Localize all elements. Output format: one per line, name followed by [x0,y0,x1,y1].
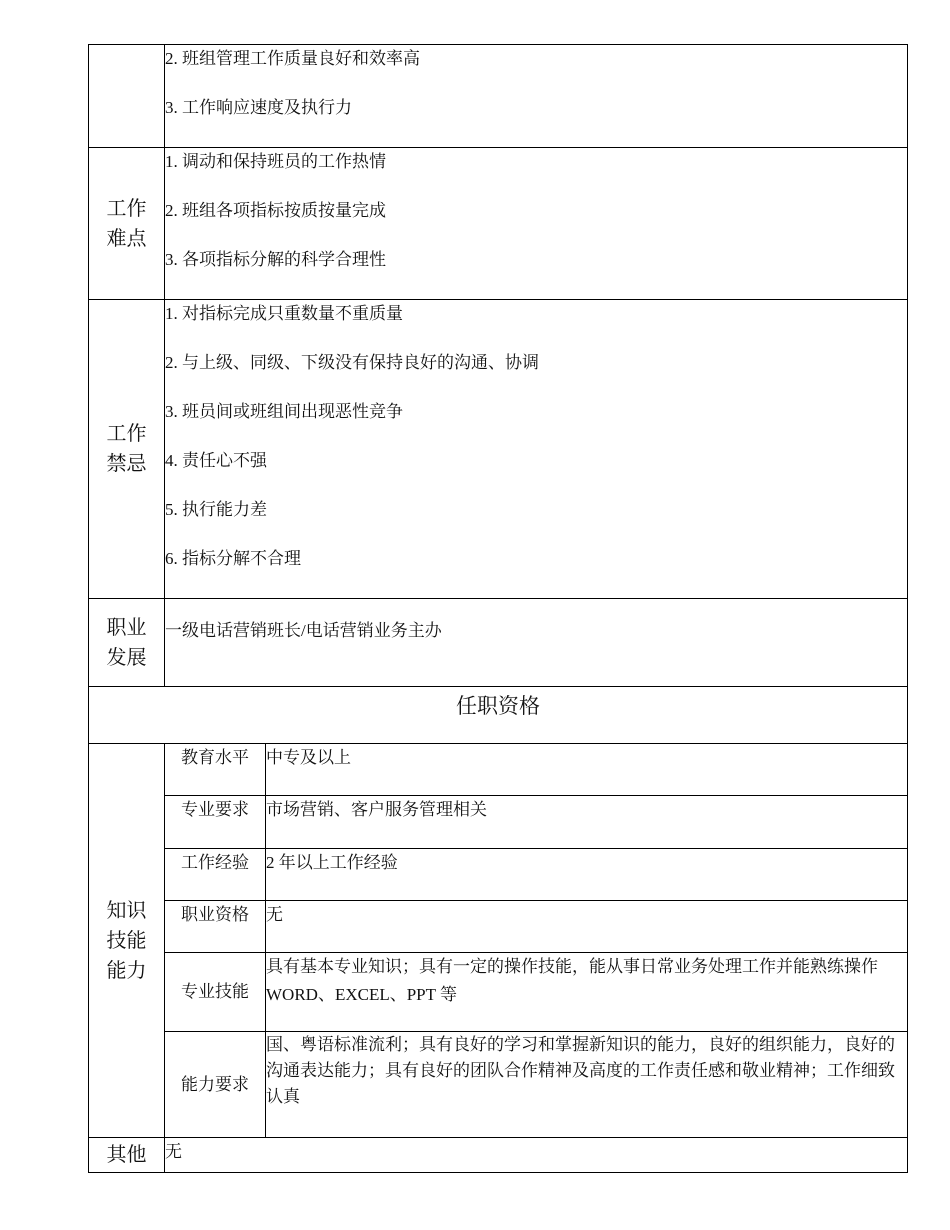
sub-label: 职业资格 [165,901,266,953]
table-row [89,744,908,796]
table-row [89,1032,908,1138]
job-table [88,44,908,1173]
table-row [89,901,908,953]
list-item: 1. 调动和保持班员的工作热情 [165,152,386,171]
sub-value: 无 [266,901,908,953]
row-career [89,599,908,687]
taboos-label: 工作禁忌 [89,300,165,599]
sub-label: 工作经验 [165,849,266,901]
row-performance-continued [89,45,908,148]
list-item: 2. 班组管理工作质量良好和效率高 [165,49,420,68]
row-other [89,1138,908,1173]
row-qualifications-header [89,687,908,744]
performance-list [165,45,908,148]
list-item: 2. 与上级、同级、下级没有保持良好的沟通、协调 [165,353,539,372]
knowledge-label: 知识技能能力 [89,744,165,1138]
table-row [89,953,908,1032]
sub-label: 教育水平 [165,744,266,796]
table-row [89,849,908,901]
taboos-list [165,300,908,599]
list-item: 3. 工作响应速度及执行力 [165,98,352,117]
list-item: 6. 指标分解不合理 [165,549,301,568]
sub-value: 国、粤语标准流利；具有良好的学习和掌握新知识的能力，良好的组织能力，良好的沟通表达能力；具有良好的团队合作精神及高度的工作责任感和敬业精神；工作细致认真 [266,1032,908,1138]
list-item: 3. 各项指标分解的科学合理性 [165,250,386,269]
empty-label-cell [89,45,165,148]
list-item: 3. 班员间或班组间出现恶性竞争 [165,402,403,421]
list-item: 5. 执行能力差 [165,500,267,519]
career-label: 职业发展 [89,599,165,687]
qualifications-header: 任职资格 [89,687,908,744]
difficulties-list [165,148,908,300]
table-row [89,796,908,849]
list-item: 4. 责任心不强 [165,451,267,470]
sub-value: 2 年以上工作经验 [266,849,908,901]
sub-value: 具有基本专业知识；具有一定的操作技能，能从事日常业务处理工作并能熟练操作 WORD、EXCEL、PPT 等 [266,953,908,1032]
career-value: 一级电话营销班长/电话营销业务主办 [165,599,908,687]
other-value: 无 [165,1138,908,1173]
difficulties-label: 工作难点 [89,148,165,300]
job-description-document [88,44,907,1173]
sub-value: 市场营销、客户服务管理相关 [266,796,908,849]
row-difficulties [89,148,908,300]
other-label: 其他 [89,1138,165,1173]
sub-label: 能力要求 [165,1032,266,1138]
sub-label: 专业技能 [165,953,266,1032]
sub-label: 专业要求 [165,796,266,849]
sub-value: 中专及以上 [266,744,908,796]
row-taboos [89,300,908,599]
list-item: 1. 对指标完成只重数量不重质量 [165,304,403,323]
list-item: 2. 班组各项指标按质按量完成 [165,201,386,220]
